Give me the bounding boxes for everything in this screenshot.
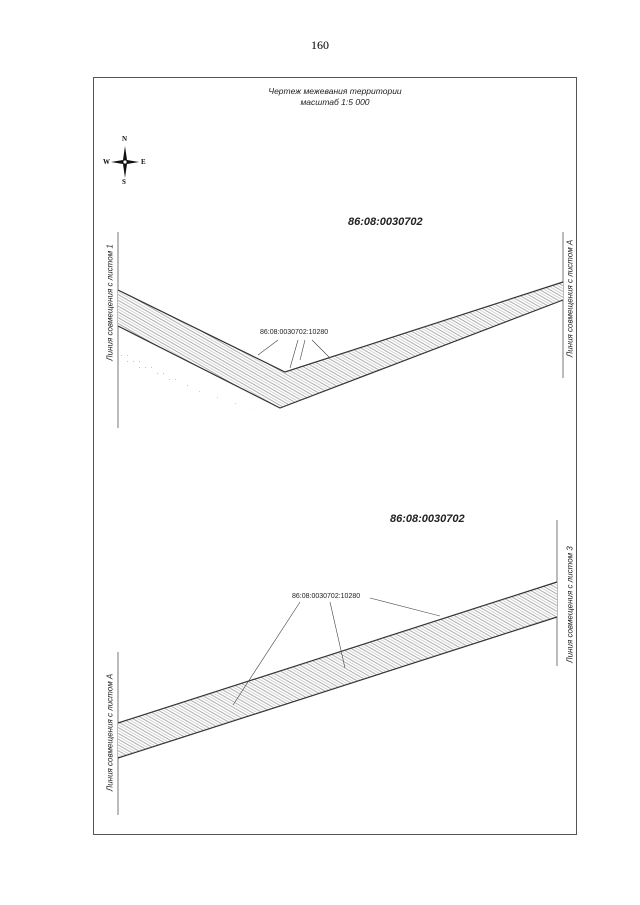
sheet2-cadastral-block: 86:08:0030702: [390, 513, 465, 525]
sheet2-right-match-label: Линия совмещения с листом 3: [565, 546, 575, 663]
compass-n: N: [122, 135, 128, 143]
sheet1-parcel-strip: [118, 282, 563, 408]
compass-w: W: [103, 158, 110, 166]
sheet2-parcel-strip: [118, 582, 557, 758]
sheet1-parcel-label: 86:08:0030702:10280: [260, 329, 329, 336]
sheet1-left-match-label: Линия совмещения с листом 1: [105, 244, 115, 361]
page-number: 160: [311, 38, 329, 52]
title-line-1: Чертеж межевания территории: [268, 86, 402, 96]
sheet2-strip-upper-edge: [118, 582, 557, 723]
sheet2-strip-lower-edge: [118, 617, 557, 758]
sheet1-cadastral-block: 86:08:0030702: [348, 216, 423, 228]
sheet2-parcel-label: 86:08:0030702:10280: [292, 593, 361, 600]
compass-s: S: [122, 178, 126, 186]
title-scale: масштаб 1:5 000: [300, 97, 370, 107]
sheet2-left-match-label: Линия совмещения с листом А: [105, 673, 115, 792]
sheet1-right-match-label: Линия совмещения с листом А: [565, 239, 575, 358]
compass-e: E: [141, 158, 146, 166]
